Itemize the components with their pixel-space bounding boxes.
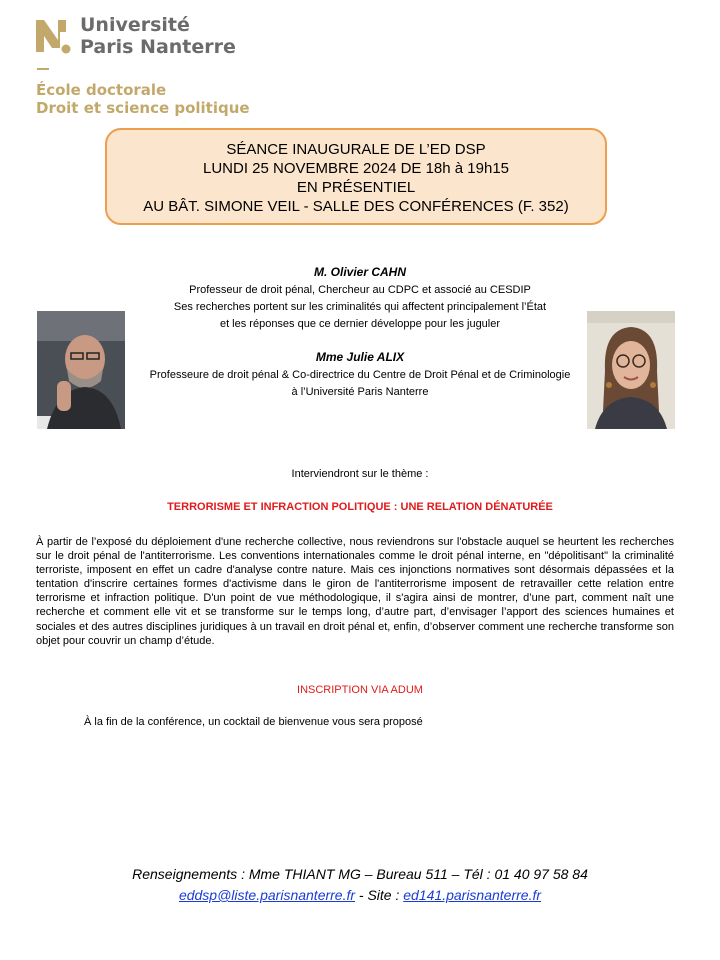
cocktail-note: À la fin de la conférence, un cocktail de bienvenue vous sera proposé [84,716,423,728]
event-banner [105,128,607,225]
website-link[interactable]: ed141.parisnanterre.fr [403,887,542,903]
school-name-line1: École doctorale [36,81,167,99]
email-link[interactable]: eddsp@liste.parisnanterre.fr [178,887,356,903]
registration-link[interactable]: INSCRIPTION VIA ADUM [297,684,423,696]
university-name-line2: Paris Nanterre [80,36,236,58]
nanterre-logo-mark-icon [36,18,72,54]
logo-divider [37,68,49,70]
site-separator: - Site : [355,887,404,903]
speaker-1-title: Professeur de droit pénal, Chercheur au CDPC et associé au CESDIP [189,284,531,296]
speaker-2-affiliation: à l’Université Paris Nanterre [291,386,429,398]
speaker-2-name: Mme Julie ALIX [315,350,405,364]
banner-date: LUNDI 25 NOVEMBRE 2024 DE 18h à 19h15 [203,160,509,177]
speaker-1-research-2: et les réponses que ce dernier développe pour les juguler [219,318,501,330]
contact-info: Renseignements : Mme THIANT MG – Bureau 511 – Tél : 01 40 97 58 84 [132,866,588,882]
theme-intro: Interviendront sur le thème : [291,468,429,480]
speaker-1-name: M. Olivier CAHN [313,265,406,279]
university-name-line1: Université [80,14,190,36]
speaker-2-title: Professeure de droit pénal & Co-directrice du Centre de Droit Pénal et de Criminologie [149,369,571,381]
banner-mode: EN PRÉSENTIEL [296,179,416,196]
theme-title: TERRORISME ET INFRACTION POLITIQUE : UNE RELATION DÉNATURÉE [167,501,553,513]
speaker-1-research: Ses recherches portent sur les criminalités qui affectent principalement l’État [173,301,547,313]
speaker-2-photo [587,311,675,429]
speaker-1-photo [37,311,125,429]
banner-title: SÉANCE INAUGURALE DE L’ED DSP [226,141,486,158]
contact-links [0,887,720,903]
banner-location: AU BÂT. SIMONE VEIL - SALLE DES CONFÉRENCES (F. 352) [143,198,569,215]
abstract-paragraph: À partir de l’exposé du déploiement d'une recherche collective, nous reviendrons sur l'obstacle auquel se heurtent les recherches sur le droit pénal de l'antiterrorisme. Les conventions internationales comme le droit pénal interne, en "dépolitisant" la criminalité terroriste, imposent en effet un cadre d'analyse contre nature. Mais ces injonctions normatives sont désormais dépassées et la tentation d'inscrire certaines formes d'activisme dans le giron de l'antiterrorisme imposent de retravailler cette relation entre terrorisme et infraction politique. D'un point de vue méthodologique, il s'agira ainsi de montrer, d’une part, comment naît une recherche et comment elle vit et se transforme sur le temps long, d’autre part, d’envisager l’apport des sciences humaines et sociales et des autres disciplines juridiques à un travail en droit pénal et, enfin, d’observer comment une recherche transforme son objet pour couvrir un champ d’étude. [36,536,674,647]
school-name-line2: Droit et science politique [36,99,250,117]
